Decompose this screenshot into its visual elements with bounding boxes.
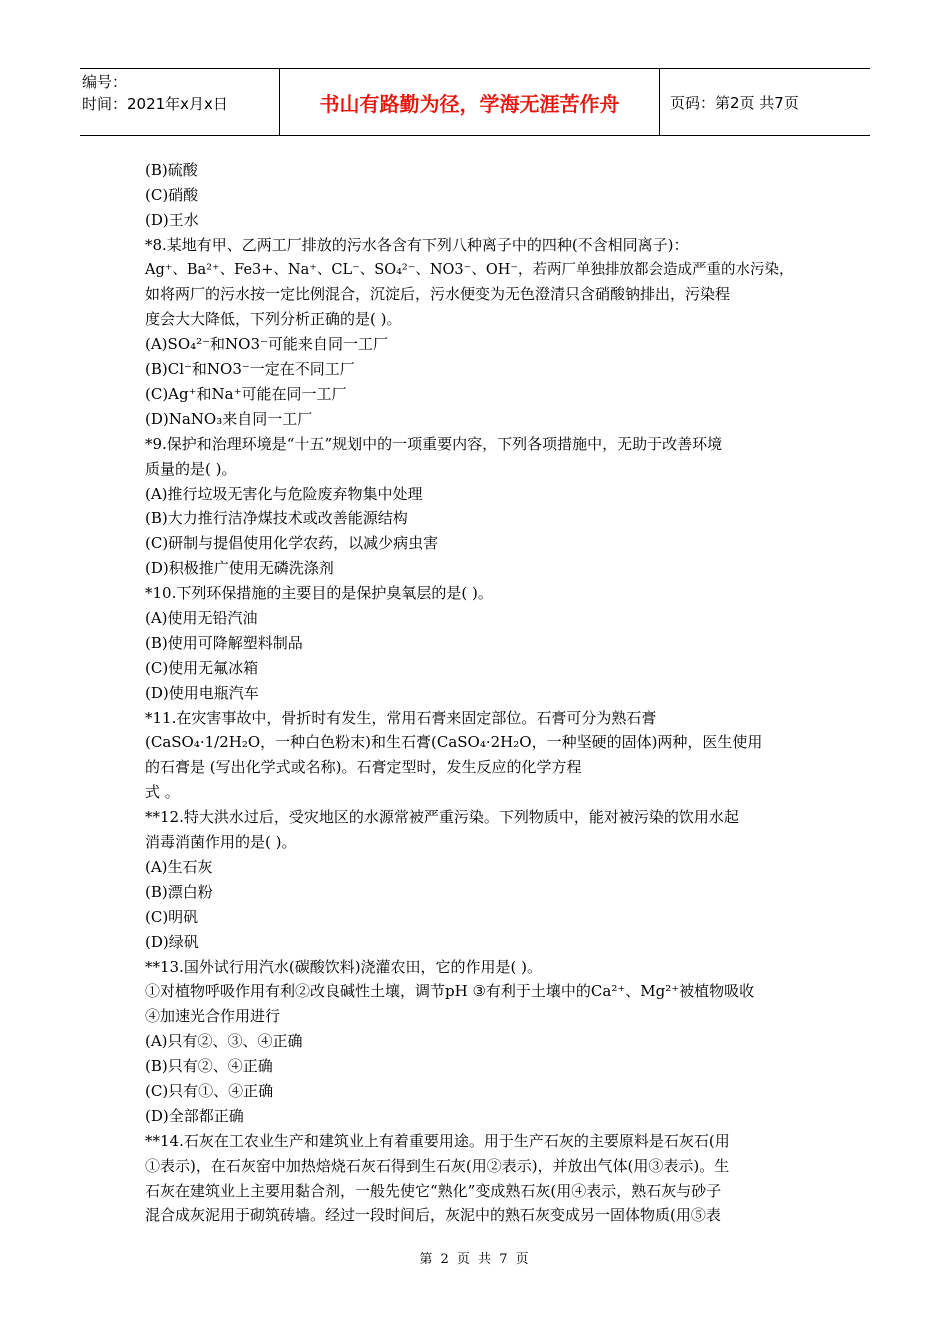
text-line: (A)生石灰 xyxy=(145,857,213,876)
text-line: 式 。 xyxy=(145,783,180,802)
text-line: 的石膏是 (写出化学式或名称)。石膏定型时，发生反应的化学方程 xyxy=(145,758,582,777)
text-line: (C)明矾 xyxy=(145,907,199,926)
text-line: (CaSO₄·1/2H₂O，一种白色粉末)和生石膏(CaSO₄·2H₂O，一种坚硬的固体)两种，医生使用 xyxy=(145,733,763,752)
question-8-line: *8.某地有甲、乙两工厂排放的污水各含有下列八种离子中的四种(不含相同离子)： xyxy=(145,235,689,254)
text-line: (D)王水 xyxy=(145,210,199,229)
text-line: (B)只有②、④正确 xyxy=(145,1057,273,1076)
text-line: (B)硫酸 xyxy=(145,161,198,179)
text-line: (A)SO₄²⁻和NO3⁻可能来自同一工厂 xyxy=(145,335,388,354)
page-header xyxy=(80,68,870,136)
question-12-line: **12.特大洪水过后，受灾地区的水源常被严重污染。下列物质中，能对被污染的饮用水起 xyxy=(145,808,739,827)
text-line: (D)NaNO₃来自同一工厂 xyxy=(145,409,313,428)
text-line: (A)只有②、③、④正确 xyxy=(145,1032,303,1051)
header-left-cell xyxy=(80,69,280,135)
question-14-line: **14.石灰在工农业生产和建筑业上有着重要用途。用于生产石灰的主要原料是石灰石(用 xyxy=(145,1131,730,1150)
text-line: (A)使用无铅汽油 xyxy=(145,609,258,628)
text-line: 混合成灰泥用于砌筑砖墙。经过一段时间后，灰泥中的熟石灰变成另一固体物质(用⑤表 xyxy=(145,1206,721,1225)
time-label: 时间：2021年x月x日 xyxy=(82,95,228,113)
question-9-line: *9.保护和治理环境是“十五”规划中的一项重要内容，下列各项措施中，无助于改善环境 xyxy=(145,434,723,453)
serial-label: 编号： xyxy=(82,73,128,91)
text-line: (D)全部都正确 xyxy=(145,1106,244,1125)
text-line: ①对植物呼吸作用有利②改良碱性土壤，调节pH ③有利于土壤中的Ca²⁺、Mg²⁺被植物吸收 xyxy=(145,982,755,1001)
text-line: (C)Ag⁺和Na⁺可能在同一工厂 xyxy=(145,385,347,404)
text-line: ④加速光合作用进行 xyxy=(145,1007,281,1026)
question-10-line: *10.下列环保措施的主要目的是保护臭氧层的是( )。 xyxy=(145,584,493,603)
text-line: 如将两厂的污水按一定比例混合，沉淀后，污水便变为无色澄清只含硝酸钠排出，污染程 xyxy=(145,285,731,304)
question-11-line: *11.在灾害事故中，骨折时有发生，常用石膏来固定部位。石膏可分为熟石膏 xyxy=(145,708,657,727)
text-line: (D)绿矾 xyxy=(145,932,199,951)
text-line: (D)积极推广使用无磷洗涤剂 xyxy=(145,559,334,578)
text-line: 消毒消菌作用的是( )。 xyxy=(145,833,297,852)
text-line: ①表示)，在石灰窑中加热焙烧石灰石得到生石灰(用②表示)，并放出气体(用③表示)。生 xyxy=(145,1156,730,1175)
header-motto: 书山有路勤为径，学海无涯苦作舟 xyxy=(280,69,660,135)
text-line: 质量的是( )。 xyxy=(145,459,237,478)
header-page-info: 页码：第2页 共7页 xyxy=(670,93,799,112)
text-line: (C)研制与提倡使用化学农药，以减少病虫害 xyxy=(145,534,439,553)
text-line: (C)使用无氟冰箱 xyxy=(145,658,259,677)
text-line: (C)硝酸 xyxy=(145,185,199,204)
text-line: (B)使用可降解塑料制品 xyxy=(145,633,303,652)
text-line: 石灰在建筑业上主要用黏合剂，一般先使它“熟化”变成熟石灰(用④表示，熟石灰与砂子 xyxy=(145,1181,722,1200)
page-footer: 第 2 页 共 7 页 xyxy=(419,1252,531,1267)
text-line: (B)大力推行洁净煤技术或改善能源结构 xyxy=(145,509,408,528)
text-line: (A)推行垃圾无害化与危险废弃物集中处理 xyxy=(145,484,423,503)
question-13-line: **13.国外试行用汽水(碳酸饮料)浇灌农田，它的作用是( )。 xyxy=(145,957,543,976)
text-line: (B)Cl⁻和NO3⁻一定在不同工厂 xyxy=(145,360,355,379)
text-line: 度会大大降低，下列分析正确的是( )。 xyxy=(145,310,402,329)
text-line: (B)漂白粉 xyxy=(145,882,213,901)
text-line: (C)只有①、④正确 xyxy=(145,1081,274,1100)
document-body xyxy=(145,158,810,1228)
text-line: Ag⁺、Ba²⁺、Fe3+、Na⁺、CL⁻、SO₄²⁻、NO3⁻、OH⁻，若两厂单独排放都会造成严重的水污染， xyxy=(145,261,794,278)
text-line: (D)使用电瓶汽车 xyxy=(145,683,259,702)
